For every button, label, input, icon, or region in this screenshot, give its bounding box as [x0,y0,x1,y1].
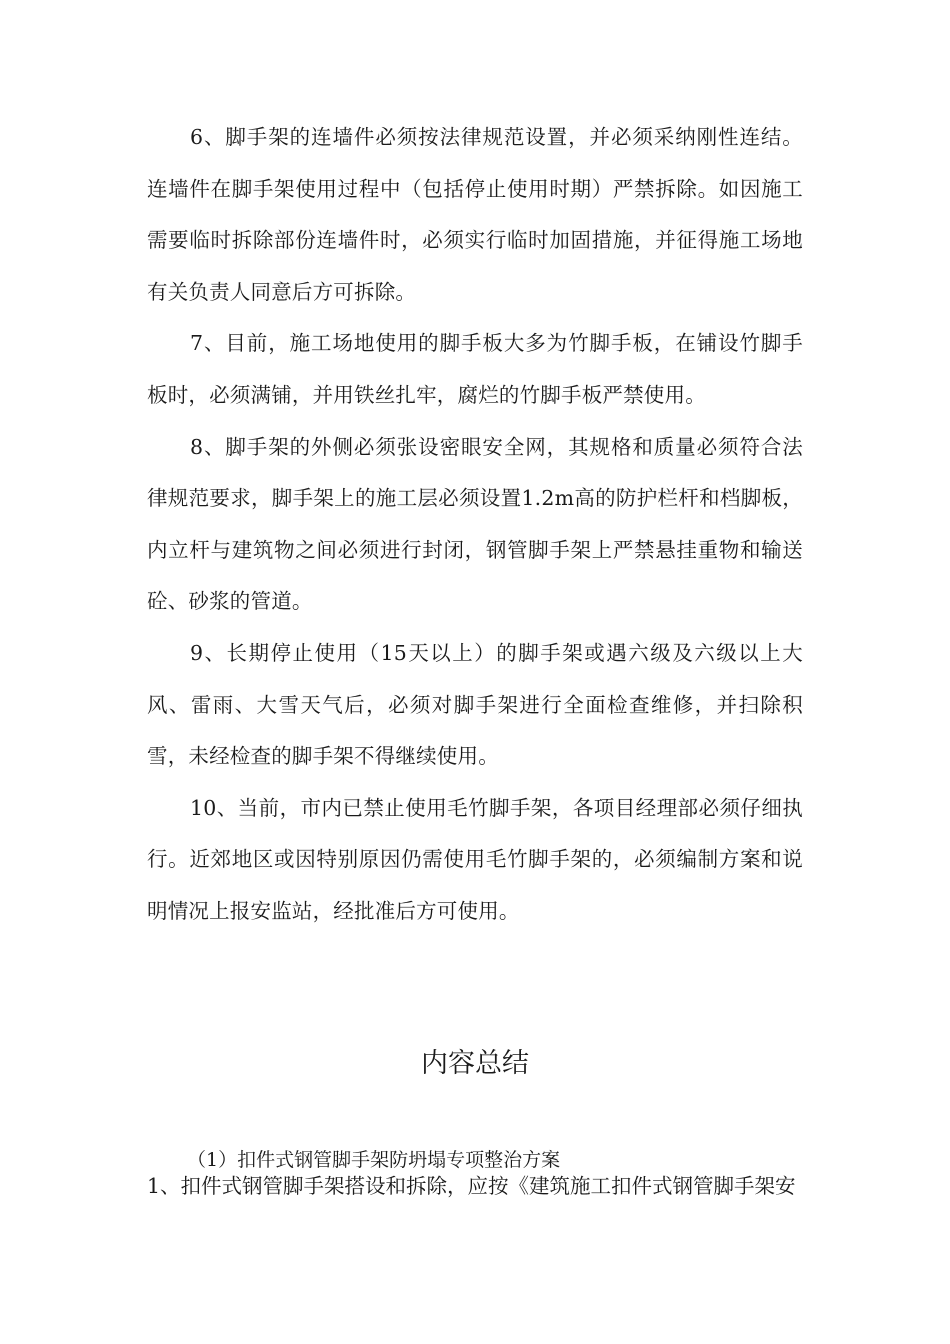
summary-title: 内容总结 [421,1048,529,1079]
paragraph-10: 10、当前，市内已禁止使用毛竹脚手架，各项目经理部必须仔细执行。近郊地区或因特别原因仍需使用毛竹脚手架的，必须编制方案和说明情况上报安监站，经批准后方可使用。 [147,795,803,923]
paragraph-6: 6、脚手架的连墙件必须按法律规范设置，并必须采纳刚性连结。连墙件在脚手架使用过程中（包括停止使用时期）严禁拆除。如因施工需要临时拆除部份连墙件时，必须实行临时加固措施，并征得施工场地有关负责人同意后方可拆除。 [147,125,803,304]
paragraph-9: 9、长期停止使用（15天以上）的脚手架或遇六级及六级以上大风、雷雨、大雪天气后，必须对脚手架进行全面检查维修，并扫除积雪，未经检查的脚手架不得继续使用。 [147,640,803,769]
body-text [147,112,803,938]
paragraph-7: 7、目前，施工场地使用的脚手板大多为竹脚手板，在铺设竹脚手板时，必须满铺，并用铁丝扎牢，腐烂的竹脚手板严禁使用。 [147,331,803,407]
summary-subtitle: （1）扣件式钢管脚手架防坍塌专项整治方案 [187,1149,561,1171]
paragraph-8: 8、脚手架的外侧必须张设密眼安全网，其规格和质量必须符合法律规范要求，脚手架上的施工层必须设置1.2m高的防护栏杆和档脚板，内立杆与建筑物之间必须进行封闭，钢管脚手架上严禁悬挂重物和输送砼、砂浆的管道。 [147,434,803,614]
summary-first-line: 1、扣件式钢管脚手架搭设和拆除，应按《建筑施工扣件式钢管脚手架安 [147,1174,796,1198]
